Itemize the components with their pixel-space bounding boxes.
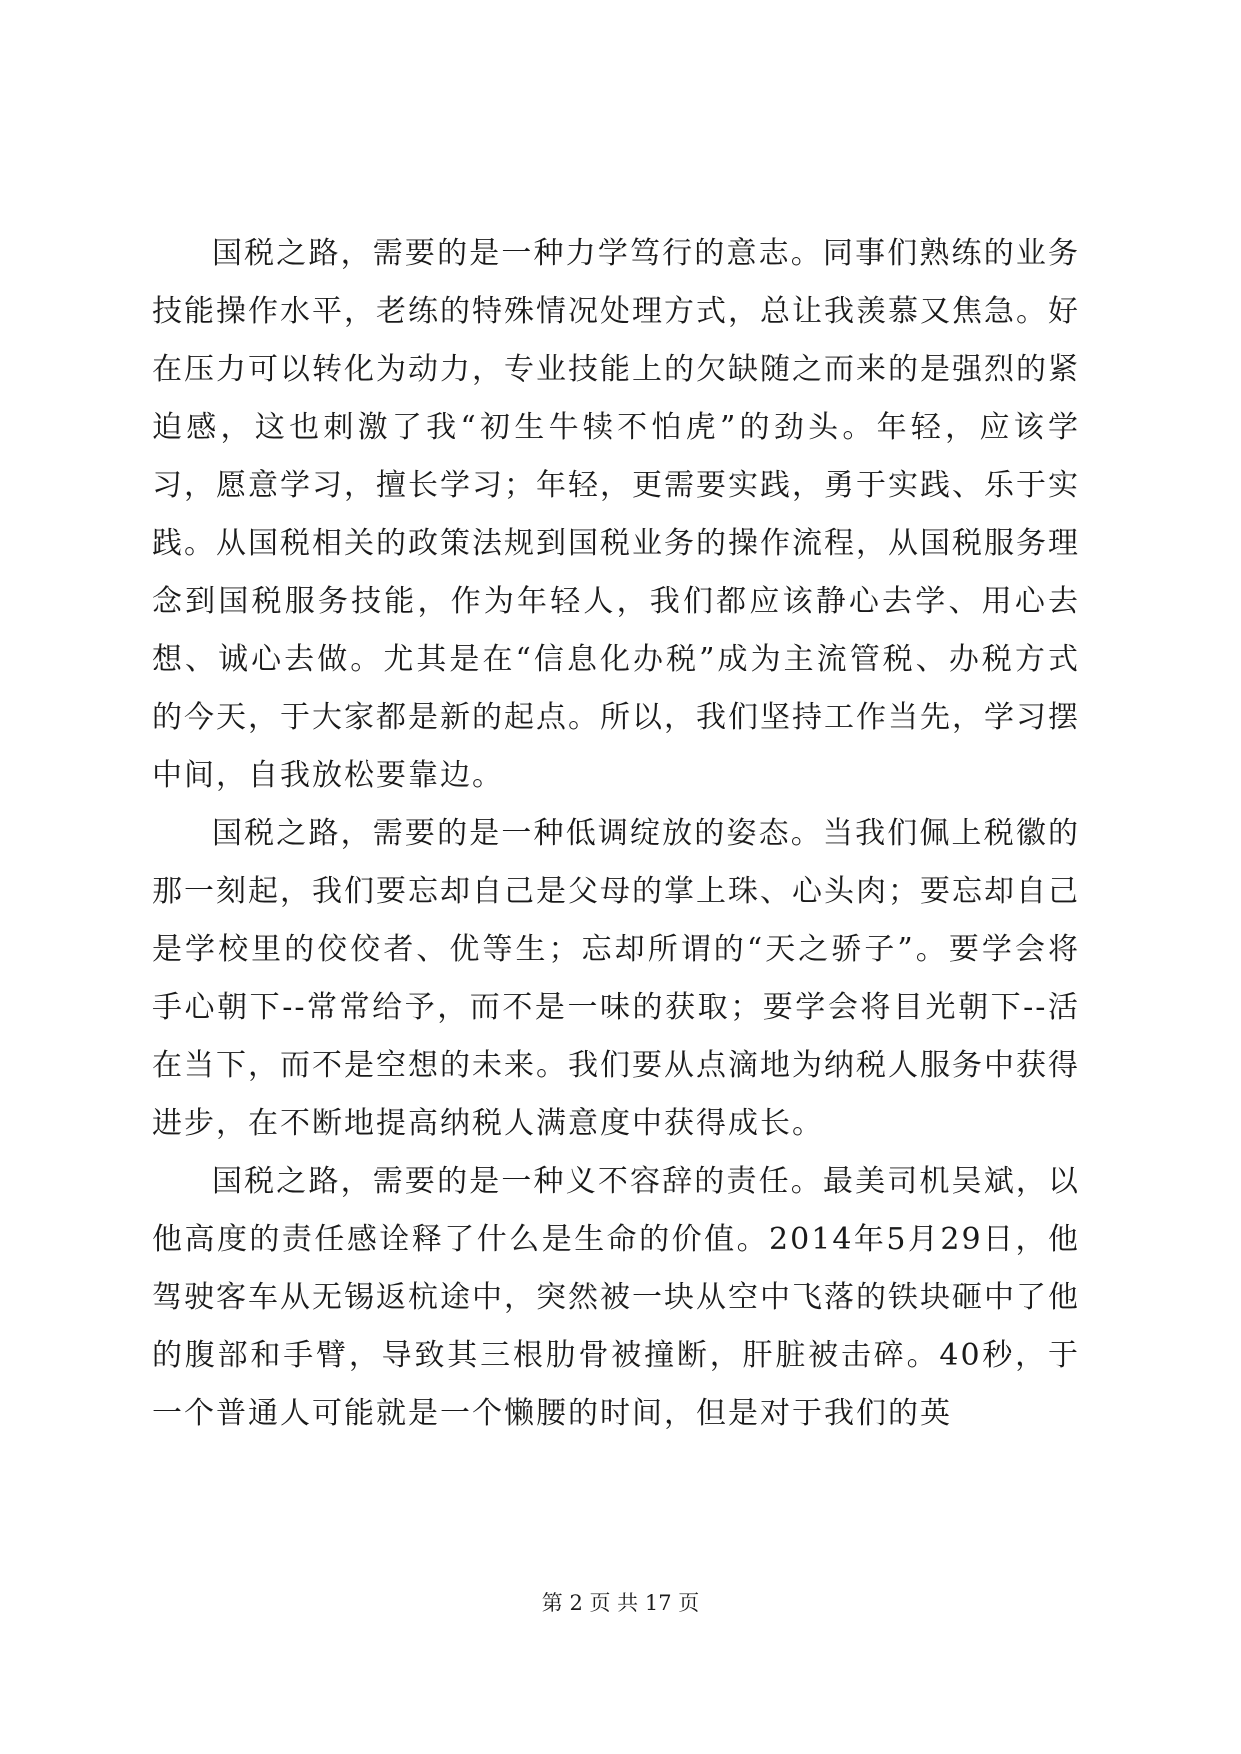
paragraph-3: 国税之路，需要的是一种义不容辞的责任。最美司机吴斌，以他高度的责任感诠释了什么是生命的价值。2014年5月29日，他驾驶客车从无锡返杭途中，突然被一块从空中飞落的铁块砸中了他的腹部和手臂，导致其三根肋骨被撞断，肝脏被击碎。40秒，于一个普通人可能就是一个懒腰的时间，但是对于我们的英 — [152, 1164, 1080, 1431]
paragraph-2: 国税之路，需要的是一种低调绽放的姿态。当我们佩上税徽的那一刻起，我们要忘却自己是父母的掌上珠、心头肉；要忘却自己是学校里的佼佼者、优等生；忘却所谓的“天之骄子”。要学会将手心朝下--常常给予，而不是一味的获取；要学会将目光朝下--活在当下，而不是空想的未来。我们要从点滴地为纳税人服务中获得进步，在不断地提高纳税人满意度中获得成长。 — [152, 816, 1080, 1141]
body-text — [152, 225, 1080, 1443]
page-number-footer: 第 2 页 共 17 页 — [541, 1591, 700, 1615]
paragraph-1: 国税之路，需要的是一种力学笃行的意志。同事们熟练的业务技能操作水平，老练的特殊情况处理方式，总让我羡慕又焦急。好在压力可以转化为动力，专业技能上的欠缺随之而来的是强烈的紧迫感，这也刺激了我“初生牛犊不怕虎”的劲头。年轻，应该学习，愿意学习，擅长学习；年轻，更需要实践，勇于实践、乐于实践。从国税相关的政策法规到国税业务的操作流程，从国税服务理念到国税服务技能，作为年轻人，我们都应该静心去学、用心去想、诚心去做。尤其是在“信息化办税”成为主流管税、办税方式的今天，于大家都是新的起点。所以，我们坚持工作当先，学习摆中间，自我放松要靠边。 — [152, 236, 1080, 793]
